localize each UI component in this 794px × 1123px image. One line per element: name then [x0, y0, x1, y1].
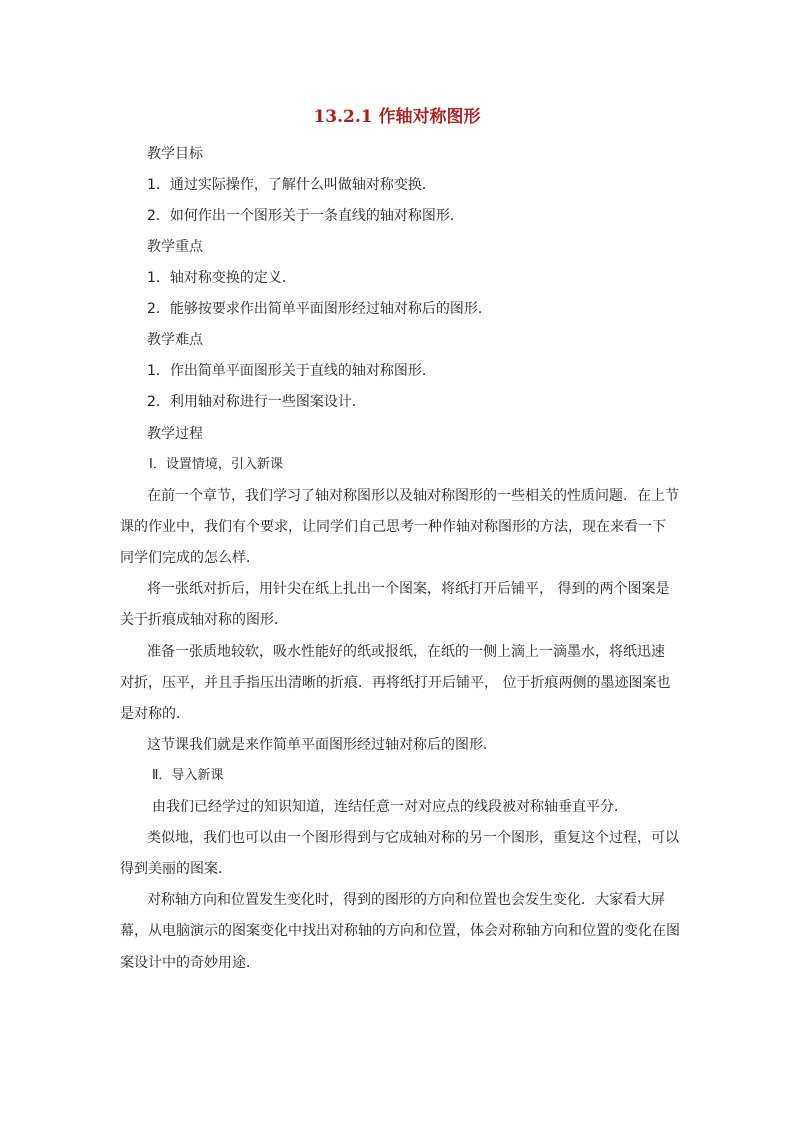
heading-key-points: 教学重点 — [147, 239, 203, 255]
paragraph-7-line-2: 幕，从电脑演示的图案变化中找出对称轴的方向和位置，体会对称轴方向和位置的变化在图 — [120, 923, 680, 939]
difficult-point-item-1: 1．作出简单平面图形关于直线的轴对称图形． — [147, 363, 436, 379]
paragraph-7-line-1: 对称轴方向和位置发生变化时，得到的图形的方向和位置也会发生变化．大家看大屏 — [147, 892, 665, 908]
paragraph-3-line-3: 是对称的． — [120, 706, 190, 722]
heading-difficult-points: 教学难点 — [147, 332, 203, 348]
paragraph-6-line-2: 得到美丽的图案． — [120, 861, 232, 877]
key-point-item-1: 1．轴对称变换的定义． — [147, 270, 296, 286]
paragraph-3-line-1: 准备一张质地较软，吸水性能好的纸或报纸，在纸的一侧上滴上一滴墨水，将纸迅速 — [147, 644, 665, 660]
objective-item-1: 1．通过实际操作，了解什么叫做轴对称变换． — [147, 177, 436, 193]
page-title: 13.2.1 作轴对称图形 — [313, 107, 481, 127]
heading-teaching-objectives: 教学目标 — [147, 146, 203, 162]
paragraph-1-line-2: 课的作业中，我们有个要求，让同学们自己思考一种作轴对称图形的方法，现在来看一下 — [120, 519, 666, 535]
paragraph-5: 由我们已经学过的知识知道，连结任意一对对应点的线段被对称轴垂直平分． — [152, 799, 628, 815]
key-point-item-2: 2．能够按要求作出简单平面图形经过轴对称后的图形． — [147, 301, 492, 317]
objective-item-2: 2．如何作出一个图形关于一条直线的轴对称图形． — [147, 208, 464, 224]
paragraph-7-line-3: 案设计中的奇妙用途． — [120, 955, 260, 971]
paragraph-1-line-1: 在前一个章节，我们学习了轴对称图形以及轴对称图形的一些相关的性质问题．在上节 — [147, 488, 679, 504]
paragraph-3-line-2: 对折，压平，并且手指压出清晰的折痕．再将纸打开后铺平， 位于折痕两侧的墨迹图案也 — [120, 675, 671, 691]
paragraph-4: 这节课我们就是来作简单平面图形经过轴对称后的图形． — [147, 737, 497, 753]
paragraph-1-line-3: 同学们完成的怎么样． — [120, 550, 260, 566]
paragraph-2-line-2: 关于折痕成轴对称的图形． — [120, 612, 288, 628]
paragraph-2-line-1: 将一张纸对折后，用针尖在纸上扎出一个图案，将纸打开后铺平， 得到的两个图案是 — [147, 581, 670, 597]
paragraph-6-line-1: 类似地，我们也可以由一个图形得到与它成轴对称的另一个图形，重复这个过程，可以 — [147, 830, 679, 846]
heading-teaching-process: 教学过程 — [147, 426, 203, 442]
difficult-point-item-2: 2．利用轴对称进行一些图案设计． — [147, 394, 366, 410]
section-heading-2: Ⅱ．导入新课 — [152, 768, 224, 783]
section-heading-1: Ⅰ．设置情境，引入新课 — [149, 457, 283, 472]
